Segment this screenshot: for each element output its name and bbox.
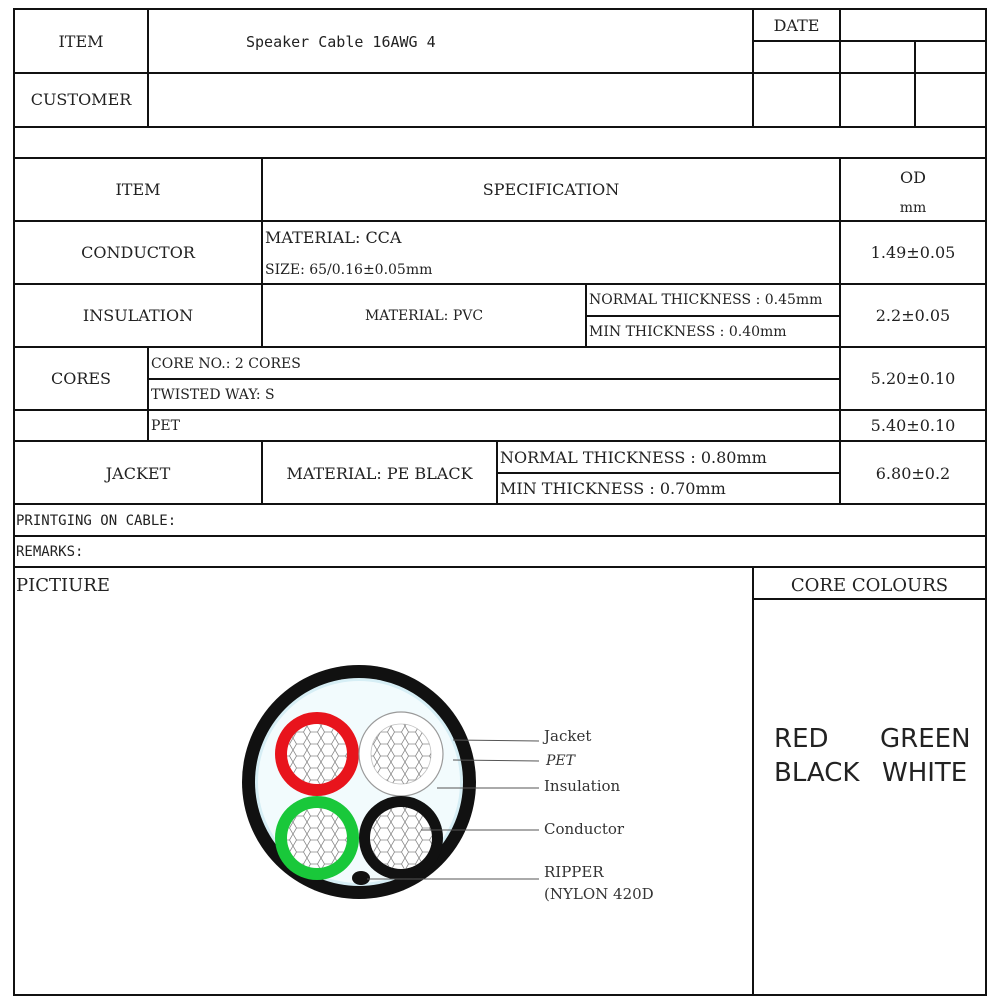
- col-od-unit: mm: [899, 200, 927, 216]
- insulation-material: MATERIAL: PVC: [364, 308, 484, 324]
- customer-label: CUSTOMER: [30, 90, 132, 109]
- callout-jacket: Jacket: [544, 727, 592, 745]
- divider: [839, 8, 841, 128]
- picture-label: PICTIURE: [16, 575, 110, 596]
- item-value: Speaker Cable 16AWG 4: [246, 33, 436, 51]
- jacket-material: MATERIAL: PE BLACK: [286, 464, 473, 483]
- cores-twisted-way: TWISTED WAY: S: [151, 387, 275, 403]
- printing-label: PRINTGING ON CABLE:: [16, 513, 177, 529]
- jacket-od: 6.80±0.2: [875, 464, 951, 483]
- callout-conductor: Conductor: [544, 820, 625, 838]
- pet-od: 5.40±0.10: [870, 416, 956, 435]
- callout-ripper: RIPPER: [544, 863, 604, 881]
- insulation-min-thickness: MIN THICKNESS : 0.40mm: [589, 324, 787, 340]
- divider: [585, 315, 839, 317]
- cores-core-no: CORE NO.: 2 CORES: [151, 356, 301, 372]
- divider: [147, 378, 839, 380]
- cable-cross-section: [13, 576, 753, 996]
- callout-ripper-sub: (NYLON 420D: [544, 885, 654, 903]
- divider: [752, 40, 987, 42]
- conductor-label: CONDUCTOR: [81, 243, 195, 262]
- divider: [13, 126, 987, 128]
- item-label: ITEM: [58, 32, 104, 51]
- date-label: DATE: [773, 16, 820, 35]
- core-black: [359, 796, 443, 880]
- col-od-header: OD: [900, 168, 926, 187]
- divider: [496, 440, 498, 504]
- divider: [914, 40, 916, 128]
- jacket-normal-thickness: NORMAL THICKNESS : 0.80mm: [500, 448, 767, 467]
- insulation-label: INSULATION: [82, 306, 194, 325]
- conductor-size: SIZE: 65/0.16±0.05mm: [265, 262, 433, 278]
- divider: [13, 566, 987, 568]
- conductor-material: MATERIAL: CCA: [265, 228, 402, 247]
- colour-green: GREEN: [880, 724, 971, 754]
- jacket-label: JACKET: [105, 464, 171, 483]
- cores-od: 5.20±0.10: [870, 369, 956, 388]
- divider: [13, 535, 987, 537]
- cores-label: CORES: [50, 369, 112, 388]
- colour-white: WHITE: [882, 758, 968, 788]
- callout-pet: PET: [546, 753, 575, 769]
- colour-red: RED: [774, 724, 829, 754]
- core-white: [359, 712, 443, 796]
- callout-insulation: Insulation: [544, 777, 621, 795]
- col-spec-header: SPECIFICATION: [482, 180, 620, 199]
- divider: [147, 346, 149, 441]
- insulation-normal-thickness: NORMAL THICKNESS : 0.45mm: [589, 292, 823, 308]
- core-colours-list: [774, 722, 974, 790]
- pet-label: PET: [151, 418, 180, 434]
- col-item-header: ITEM: [115, 180, 161, 199]
- divider: [752, 598, 987, 600]
- divider: [13, 72, 987, 74]
- ripper-cord: [352, 871, 370, 885]
- core-green: [275, 796, 359, 880]
- jacket-min-thickness: MIN THICKNESS : 0.70mm: [500, 479, 726, 498]
- remarks-label: REMARKS:: [16, 544, 84, 560]
- insulation-od: 2.2±0.05: [875, 306, 951, 325]
- divider: [496, 472, 839, 474]
- conductor-od: 1.49±0.05: [870, 243, 956, 262]
- divider: [585, 283, 587, 347]
- core-colours-header: CORE COLOURS: [790, 575, 949, 596]
- core-red: [275, 712, 359, 796]
- colour-black: BLACK: [774, 758, 860, 788]
- divider: [147, 8, 149, 128]
